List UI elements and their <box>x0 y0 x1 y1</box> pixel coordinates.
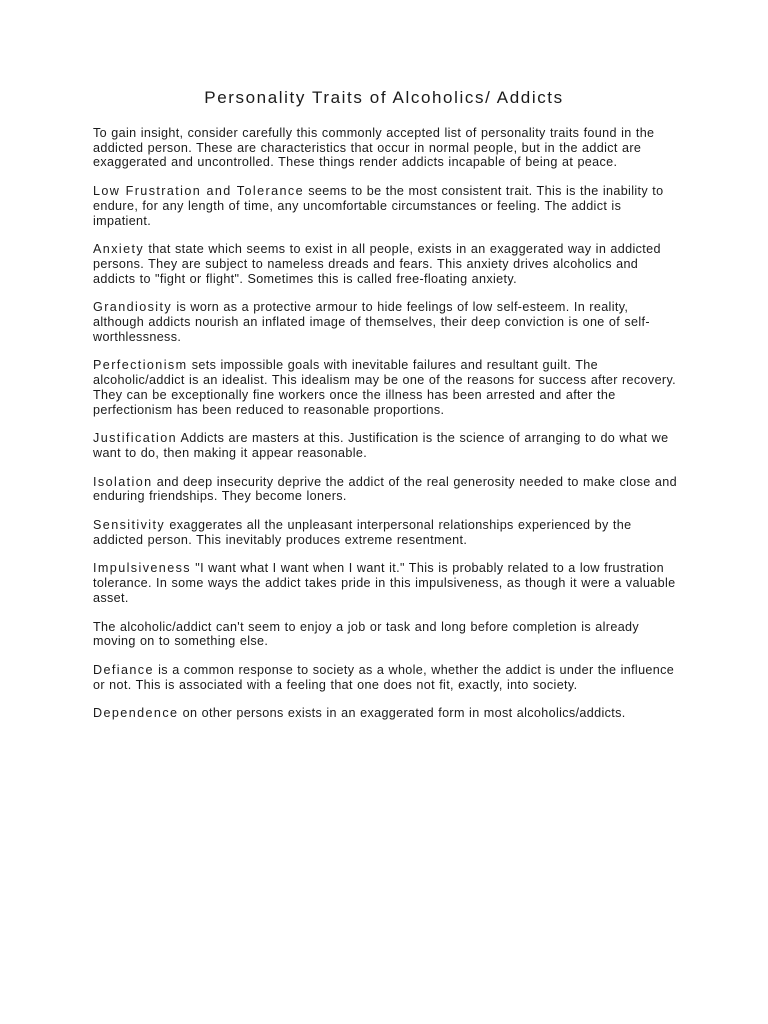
trait-term: Grandiosity <box>93 300 173 315</box>
trait-term: Defiance <box>93 662 154 677</box>
trait-text: is a common response to society as a whole, whether the addict is under the influence or not. This is associated with a feeling that one does not fit, exactly, into society. <box>93 662 675 692</box>
trait-text: and deep insecurity deprive the addict of the real generosity needed to make close and enduring friendships. They become loners. <box>93 474 677 504</box>
trait-paragraph-sensitivity <box>93 518 678 547</box>
trait-term: Isolation <box>93 474 153 489</box>
document-title: Personality Traits of Alcoholics/ Addicts <box>204 88 564 107</box>
trait-term: Dependence <box>93 706 179 721</box>
trait-paragraph-justification <box>93 431 678 460</box>
document-body <box>93 126 678 735</box>
trait-text: that state which seems to exist in all people, exists in an exaggerated way in addicted persons. They are subject to nameless dreads and fears. This anxiety drives alcoholics and addicts to "fight or flight". Sometimes this is called free-floating anxiety. <box>93 242 661 286</box>
trait-paragraph-perfectionism <box>93 358 678 417</box>
trait-paragraph-defiance <box>93 663 678 692</box>
trait-term: Justification <box>93 431 177 446</box>
trait-text: seems to be the most consistent trait. This is the inability to endure, for any length of time, any uncomfortable circumstances or feeling. The addict is impatient. <box>93 184 664 228</box>
intro-paragraph: To gain insight, consider carefully this commonly accepted list of personality traits found in the addicted person. These are characteristics that occur in normal people, but in the addict are exaggerated and uncontrolled. These things render addicts incapable of being at peace. <box>93 126 655 170</box>
trait-paragraph-low-frustration <box>93 184 678 228</box>
trait-text: The alcoholic/addict can't seem to enjoy a job or task and long before completion is already moving on to something else. <box>93 619 640 649</box>
trait-text: "I want what I want when I want it." This is probably related to a low frustration tolerance. In some ways the addict takes pride in this impulsiveness, as though it were a valuable asset. <box>93 561 676 605</box>
trait-term: Perfectionism <box>93 358 188 373</box>
trait-paragraph-grandiosity <box>93 300 678 344</box>
trait-text: on other persons exists in an exaggerated form in most alcoholics/addicts. <box>178 706 626 721</box>
trait-text: sets impossible goals with inevitable failures and resultant guilt. The alcoholic/addict is an idealist. This idealism may be one of the reasons for success after recovery. They can be exceptionally fine workers once the illness has been arrested and after the perfectionism has been reduced to reasonable proportions. <box>93 358 677 417</box>
trait-paragraph-impulsiveness <box>93 561 678 605</box>
trait-term: Impulsiveness <box>93 561 191 576</box>
trait-paragraph-isolation <box>93 475 678 504</box>
trait-paragraph-dependence <box>93 706 678 721</box>
trait-text: is worn as a protective armour to hide feelings of low self-esteem. In reality, although addicts nourish an inflated image of themselves, their deep conviction is one of self-worthlessness. <box>93 300 650 344</box>
trait-term: Sensitivity <box>93 518 166 533</box>
trait-paragraph-task-completion <box>93 620 678 649</box>
trait-text: exaggerates all the unpleasant interpersonal relationships experienced by the addicted person. This inevitably produces extreme resentment. <box>93 518 632 547</box>
trait-text: Addicts are masters at this. Justification is the science of arranging to do what we want to do, then making it appear reasonable. <box>93 431 669 460</box>
trait-term: Anxiety <box>93 242 145 257</box>
trait-term: Low Frustration and Tolerance <box>93 184 304 199</box>
trait-paragraph-anxiety <box>93 242 678 286</box>
